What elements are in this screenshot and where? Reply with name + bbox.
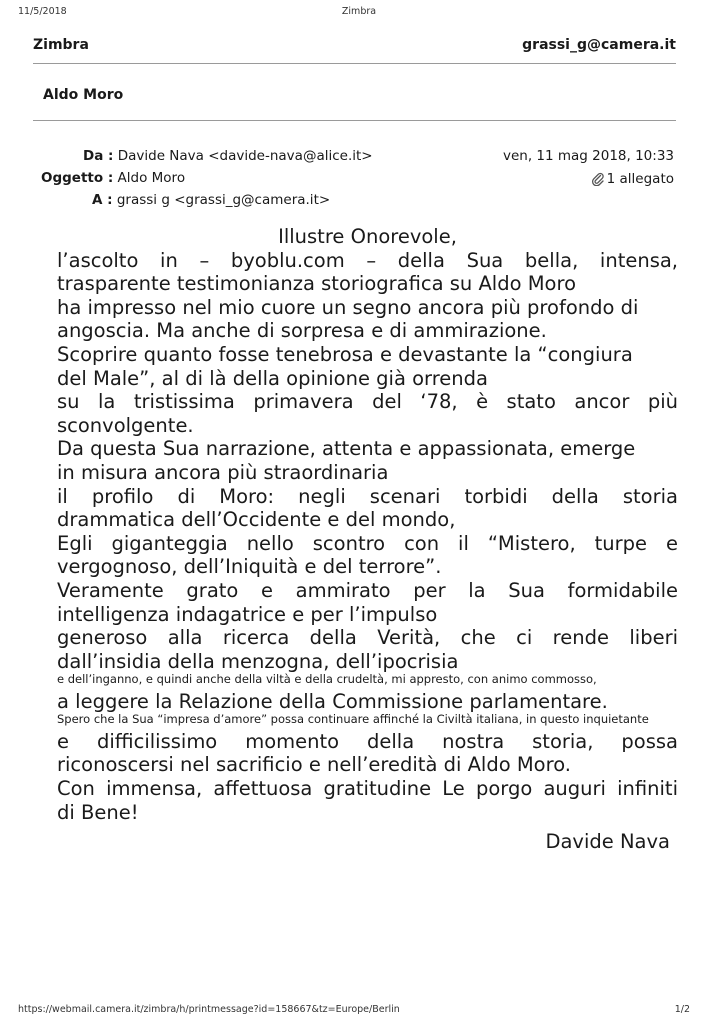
- body-line: del Male”, al di là della opinione già orrenda: [57, 366, 488, 390]
- print-date: 11/5/2018: [18, 6, 67, 17]
- paperclip-icon: [591, 172, 605, 186]
- body-line: riconoscersi nel sacrificio e nell’eredità di Aldo Moro.: [57, 753, 571, 777]
- body-line: in misura ancora più straordinaria: [57, 460, 389, 484]
- body-line: Con immensa, affettuosa gratitudine Le porgo auguri infiniti: [57, 777, 678, 801]
- to-label: A :: [92, 192, 113, 208]
- body-line: l’ascolto in – byoblu.com – della Sua bella, intensa,: [57, 248, 678, 272]
- message-body: [57, 225, 678, 854]
- body-line: trasparente testimonianza storiografica su Aldo Moro: [57, 272, 576, 296]
- from-value[interactable]: Davide Nava <davide-nava@alice.it>: [117, 148, 373, 164]
- body-line: Da questa Sua narrazione, attenta e appassionata, emerge: [57, 437, 636, 461]
- body-line: sconvolgente.: [57, 413, 194, 437]
- page-number: 1/2: [674, 1004, 690, 1015]
- account-email: grassi_g@camera.it: [522, 37, 676, 53]
- greeting: Illustre Onorevole,: [278, 225, 457, 248]
- from-label: Da :: [83, 148, 114, 164]
- body-line: generoso alla ricerca della Verità, che ci rende liberi: [57, 626, 678, 650]
- body-line: Veramente grato e ammirato per la Sua formidabile: [57, 578, 678, 602]
- divider: [33, 63, 676, 64]
- print-header: [18, 6, 700, 20]
- body-line: dall’insidia della menzogna, dell’ipocrisia: [57, 649, 459, 673]
- signature: Davide Nava: [545, 830, 670, 854]
- attachment-link[interactable]: [591, 171, 674, 187]
- app-name: Zimbra: [33, 37, 89, 53]
- subject-value: Aldo Moro: [117, 170, 186, 186]
- body-line: a leggere la Relazione della Commissione parlamentare.: [57, 689, 608, 713]
- from-row: [83, 148, 373, 164]
- body-line: drammatica dell’Occidente e del mondo,: [57, 508, 456, 532]
- subject-row: [41, 170, 185, 186]
- attachment-count: 1 allegato: [606, 171, 674, 187]
- body-line: su la tristissima primavera del ‘78, è stato ancor più: [57, 390, 678, 414]
- body-small-line: e dell’inganno, e quindi anche della viltà e della crudeltà, mi appresto, con animo commosso,: [57, 672, 597, 687]
- print-footer: [18, 1004, 700, 1018]
- body-line: Scoprire quanto fosse tenebrosa e devastante la “congiura: [57, 342, 633, 366]
- to-row: [92, 192, 330, 208]
- body-line: intelligenza indagatrice e per l’impulso: [57, 602, 438, 626]
- subject-label: Oggetto :: [41, 170, 114, 186]
- print-title: Zimbra: [341, 6, 377, 17]
- body-line: e difficilissimo momento della nostra storia, possa: [57, 729, 678, 753]
- message-date: ven, 11 mag 2018, 10:33: [502, 148, 674, 164]
- body-line: ha impresso nel mio cuore un segno ancora più profondo di: [57, 295, 639, 319]
- message-subject-title: Aldo Moro: [43, 87, 124, 103]
- body-line: angoscia. Ma anche di sorpresa e di ammirazione.: [57, 319, 547, 343]
- body-line: Egli giganteggia nello scontro con il “Mistero, turpe e: [57, 531, 678, 555]
- to-value[interactable]: grassi g <grassi_g@camera.it>: [116, 192, 331, 208]
- divider: [33, 120, 676, 121]
- body-small-line: Spero che la Sua “impresa d’amore” possa continuare affinché la Civiltà italiana, in questo inquietante: [57, 712, 649, 727]
- body-line: il profilo di Moro: negli scenari torbidi della storia: [57, 484, 678, 508]
- body-line: vergognoso, dell’Iniquità e del terrore”.: [57, 555, 442, 579]
- body-line: di Bene!: [57, 800, 139, 824]
- print-url: https://webmail.camera.it/zimbra/h/printmessage?id=158667&tz=Europe/Berlin: [18, 1004, 400, 1015]
